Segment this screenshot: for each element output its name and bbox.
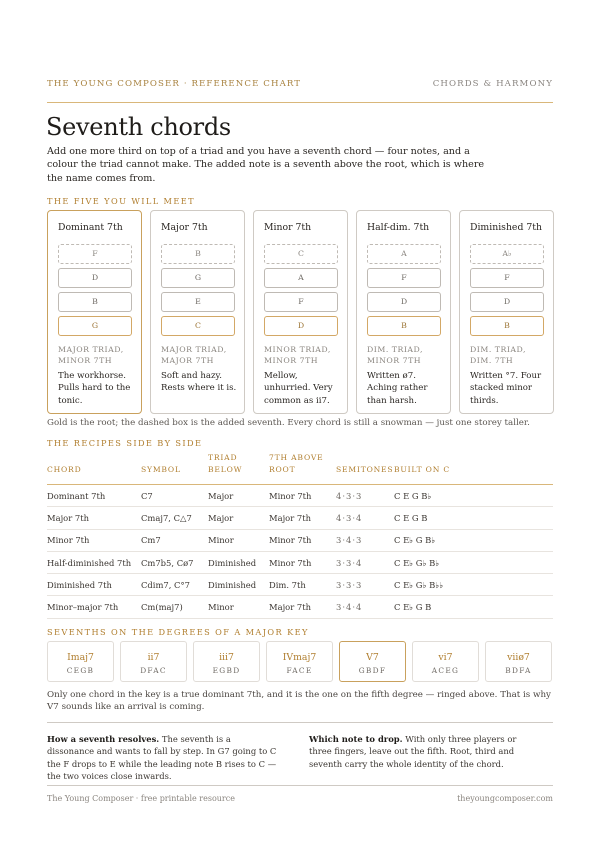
card-major-7th	[150, 210, 245, 414]
note-root: B	[470, 316, 544, 336]
cell-triad: Diminished	[208, 551, 269, 573]
header-bar	[47, 79, 553, 103]
note-seventh: B	[161, 244, 235, 264]
card-diminished-7th	[459, 210, 554, 414]
degree-notes: FACE	[286, 666, 313, 675]
tip-text: With only three players or three fingers, leave out the fifth. Root, third and seventh carry the whole identity of the chord.	[309, 734, 517, 769]
cell-semitones: 3·4·3	[336, 529, 394, 551]
cell-chord: Minor 7th	[47, 529, 141, 551]
cell-chord: Diminished 7th	[47, 574, 141, 596]
degree-chord-ii	[120, 641, 187, 682]
card-description: Written ø7. Aching rather than harsh.	[367, 371, 428, 406]
header-right: CHORDS & HARMONY	[432, 79, 553, 89]
card-quality: DIM. TRIAD, MINOR 7TH	[367, 345, 424, 365]
card-description: Written °7. Four stacked minor thirds.	[470, 371, 542, 406]
note-seventh: A♭	[470, 244, 544, 264]
note-fifth: G	[161, 268, 235, 288]
degree-chord-i	[47, 641, 114, 682]
footer-divider	[47, 785, 553, 786]
card-name: Dominant 7th	[58, 222, 123, 233]
tip-drop-note	[309, 733, 541, 770]
section-heading-five: THE FIVE YOU WILL MEET	[47, 196, 195, 206]
note-fifth: D	[58, 268, 132, 288]
cell-seventh: Minor 7th	[269, 529, 336, 551]
table-row	[47, 485, 553, 507]
section-heading-degrees: SEVENTHS ON THE DEGREES OF A MAJOR KEY	[47, 627, 309, 637]
cell-triad: Minor	[208, 596, 269, 618]
degree-name: Imaj7	[67, 652, 94, 663]
section-heading-recipes: THE RECIPES SIDE BY SIDE	[47, 438, 203, 448]
table-row	[47, 507, 553, 529]
card-description: Mellow, unhurried. Very common as ii7.	[264, 371, 333, 406]
cell-triad: Minor	[208, 529, 269, 551]
degree-name: vi7	[438, 652, 453, 663]
cell-triad: Diminished	[208, 574, 269, 596]
cell-seventh: Major 7th	[269, 596, 336, 618]
card-dominant-7th	[47, 210, 142, 414]
page-title: Seventh chords	[46, 113, 231, 141]
table-row	[47, 596, 553, 618]
cell-built-on-c: C E G B♭	[394, 485, 553, 507]
cell-built-on-c: C E G B	[394, 507, 553, 529]
col-header-semitones: SEMITONES	[336, 452, 394, 485]
cell-symbol: Cm7b5, Cø7	[141, 551, 208, 573]
note-third: E	[161, 292, 235, 312]
note-root: G	[58, 316, 132, 336]
cell-built-on-c: C E♭ G B♭	[394, 529, 553, 551]
table-row	[47, 551, 553, 573]
note-third: B	[58, 292, 132, 312]
note-root: D	[264, 316, 338, 336]
cards-caption: Gold is the root; the dashed box is the added seventh. Every chord is still a snowman — just one storey taller.	[47, 418, 530, 428]
cell-chord: Half-diminished 7th	[47, 551, 141, 573]
cell-semitones: 3·3·4	[336, 551, 394, 573]
note-fifth: F	[470, 268, 544, 288]
cell-seventh: Minor 7th	[269, 485, 336, 507]
degrees-caption: Only one chord in the key is a true dominant 7th, and it is the one on the fifth degree — ringed above. That is why V7 sounds like an arrival is coming.	[47, 690, 551, 713]
note-third: F	[264, 292, 338, 312]
degree-notes: CEGB	[66, 666, 95, 675]
card-name: Minor 7th	[264, 222, 312, 233]
table-row	[47, 529, 553, 551]
note-root: C	[161, 316, 235, 336]
cell-semitones: 3·3·3	[336, 574, 394, 596]
cell-semitones: 4·3·4	[336, 507, 394, 529]
card-half-dim-7th	[356, 210, 451, 414]
col-header-symbol: SYMBOL	[141, 452, 208, 485]
degree-name: iii7	[219, 652, 234, 663]
card-name: Half-dim. 7th	[367, 222, 430, 233]
cell-built-on-c: C E♭ G B	[394, 596, 553, 618]
header-left: THE YOUNG COMPOSER · REFERENCE CHART	[47, 79, 302, 89]
cell-built-on-c: C E♭ G♭ B♭	[394, 551, 553, 573]
cell-triad: Major	[208, 507, 269, 529]
cell-semitones: 4·3·3	[336, 485, 394, 507]
cell-semitones: 3·4·4	[336, 596, 394, 618]
degree-notes: DFAC	[140, 666, 167, 675]
footer-left: The Young Composer · free printable resource	[47, 794, 235, 803]
card-quality: DIM. TRIAD, DIM. 7TH	[470, 345, 527, 365]
intro-paragraph: Add one more third on top of a triad and you have a seventh chord — four notes, and a colour the triad cannot make. The added note is a seventh above the root, which is where the name comes from.	[47, 146, 485, 184]
cell-symbol: Cm(maj7)	[141, 596, 208, 618]
card-description: The workhorse. Pulls hard to the tonic.	[58, 371, 131, 406]
tip-lead: Which note to drop.	[309, 734, 403, 744]
note-seventh: F	[58, 244, 132, 264]
note-seventh: A	[367, 244, 441, 264]
degree-name: IVmaj7	[282, 652, 317, 663]
col-header-triad: TRIAD BELOW	[208, 452, 269, 485]
degree-name: viiø7	[507, 652, 530, 663]
cell-symbol: Cm7	[141, 529, 208, 551]
cell-symbol: Cmaj7, C△7	[141, 507, 208, 529]
note-root: B	[367, 316, 441, 336]
cell-chord: Dominant 7th	[47, 485, 141, 507]
tip-resolution	[47, 733, 279, 782]
degree-chord-vi	[412, 641, 479, 682]
note-seventh: C	[264, 244, 338, 264]
card-minor-7th	[253, 210, 348, 414]
table-header-row	[47, 452, 553, 485]
cell-symbol: Cdim7, C°7	[141, 574, 208, 596]
cell-chord: Minor–major 7th	[47, 596, 141, 618]
recipes-table	[47, 452, 553, 619]
degree-name: V7	[366, 652, 379, 663]
footer-right: theyoungcomposer.com	[457, 794, 553, 803]
degree-notes: EGBD	[212, 666, 241, 675]
cell-built-on-c: C E♭ G♭ B♭♭	[394, 574, 553, 596]
cell-seventh: Minor 7th	[269, 551, 336, 573]
degree-notes: BDFA	[505, 666, 532, 675]
card-quality: MAJOR TRIAD, MINOR 7TH	[58, 345, 124, 365]
col-header-chord: CHORD	[47, 452, 141, 485]
chord-cards	[47, 210, 553, 414]
table-row	[47, 574, 553, 596]
divider	[47, 722, 553, 723]
note-fifth: A	[264, 268, 338, 288]
card-description: Soft and hazy. Rests where it is.	[161, 371, 237, 394]
degree-chord-v-ringed	[339, 641, 406, 682]
cell-triad: Major	[208, 485, 269, 507]
cell-symbol: C7	[141, 485, 208, 507]
degree-chord-iv	[266, 641, 333, 682]
cell-seventh: Major 7th	[269, 507, 336, 529]
card-name: Major 7th	[161, 222, 208, 233]
degree-chord-vii	[485, 641, 552, 682]
degree-notes: GBDF	[358, 666, 387, 675]
degree-name: ii7	[147, 652, 160, 663]
card-quality: MAJOR TRIAD, MAJOR 7TH	[161, 345, 227, 365]
scale-degree-chords	[47, 641, 553, 682]
note-third: D	[367, 292, 441, 312]
cell-chord: Major 7th	[47, 507, 141, 529]
note-third: D	[470, 292, 544, 312]
tip-lead: How a seventh resolves.	[47, 734, 160, 744]
note-fifth: F	[367, 268, 441, 288]
degree-notes: ACEG	[431, 666, 460, 675]
col-header-built-on-c: BUILT ON C	[394, 452, 553, 485]
degree-chord-iii	[193, 641, 260, 682]
card-name: Diminished 7th	[470, 222, 542, 233]
col-header-seventh: 7TH ABOVE ROOT	[269, 452, 336, 485]
tip-text: The seventh is a dissonance and wants to fall by step. In G7 going to C the F drops to E while the leading note B rises to C — the two voices close inwards.	[47, 734, 277, 781]
card-quality: MINOR TRIAD, MINOR 7TH	[264, 345, 331, 365]
cell-seventh: Dim. 7th	[269, 574, 336, 596]
